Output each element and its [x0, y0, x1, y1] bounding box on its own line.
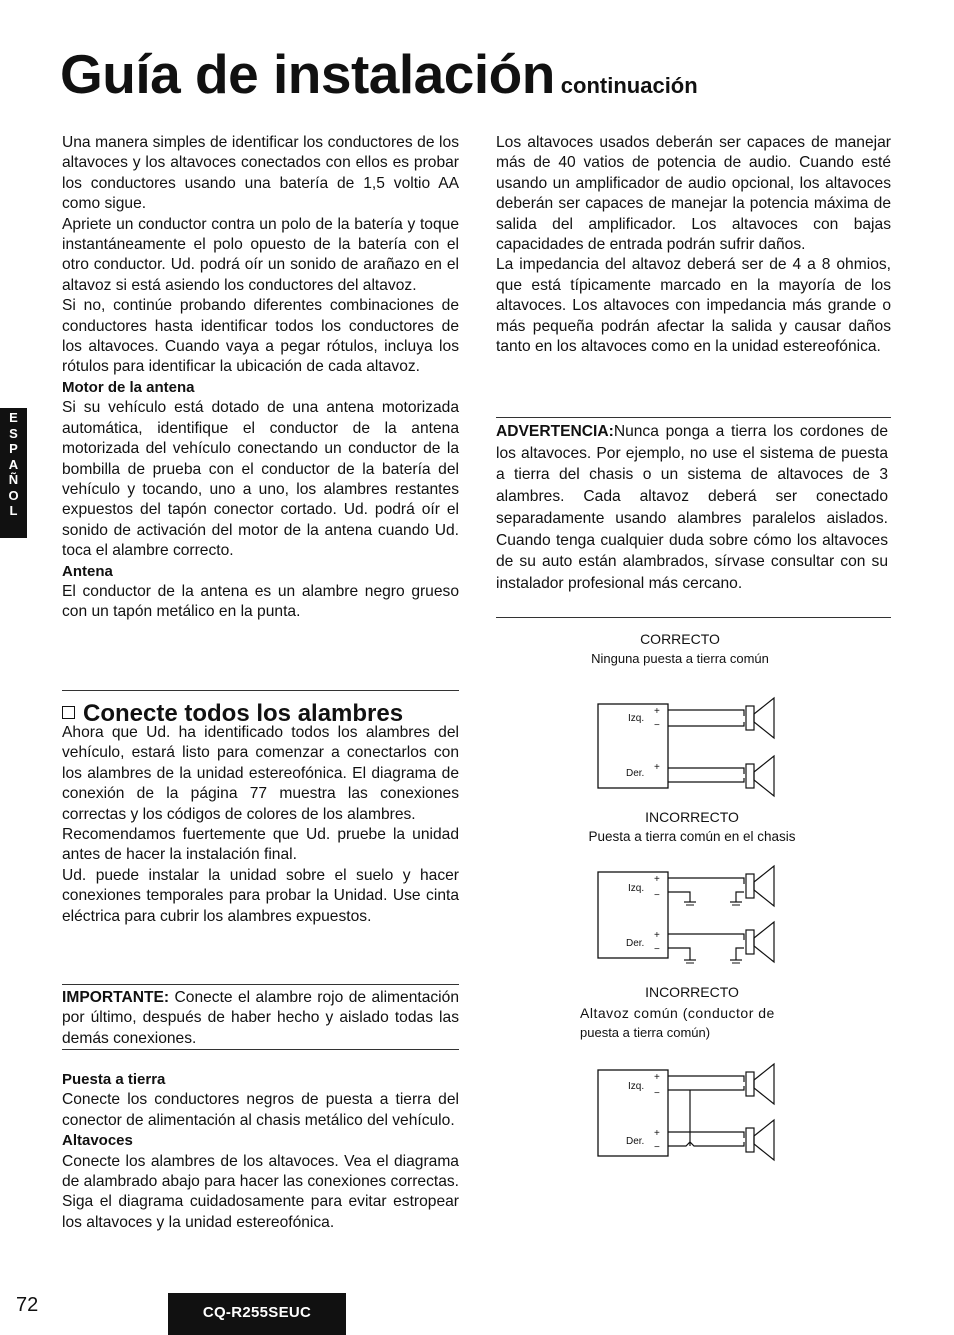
motor-paragraph: Si su vehículo está dotado de una antena motorizada automática, identifique el conductor de la antena motorizada del vehículo conectando un conductor de la bombilla de prueba con el conductor de la batería del vehículo y tocando, uno a uno, los alambres restantes expuestos del tapón conector cortado. Ud. podrá oír el sonido de activación del motor de la antena cuando Ud. toca el alambre correcto. — [62, 399, 459, 560]
divider — [62, 1049, 459, 1050]
left-label: Izq. — [628, 713, 645, 724]
section-heading-text: Conecte todos los alambres — [83, 700, 404, 727]
title-continuation: continuación — [560, 73, 698, 98]
warning-text: Nunca ponga a tierra los cordones de los altavoces. Por ejemplo, no use el sistema de puesta a tierra del chasis o un sistema de altavoces de 3 alambres. Cada altavoz deberá ser conectado separadamente usando alambres paralelos aislados. Cuando tenga cualquier duda sobre cómo los altavoces de su auto están alambrados, sírvase consultar con su instalador profesional más cercano. — [496, 423, 888, 592]
plus-sign: + — [654, 706, 660, 717]
right-label: Der. — [626, 1136, 645, 1147]
diagram-incorrect-common-subtitle — [580, 1004, 820, 1042]
left-column-bottom — [62, 1070, 459, 1233]
section-paragraph: Ahora que Ud. ha identificado todos los alambres del vehículo, estará listo para comenzar a conectarlos con los alambres de la unidad estereofónica. El diagrama de conexión de la página 77 muestra las conexiones correctas y los códigos de colores de los alambres. — [62, 724, 459, 823]
language-tab — [0, 408, 27, 538]
left-label: Izq. — [628, 1081, 645, 1092]
diagram-correct-caption — [560, 630, 800, 668]
speaker-icon — [746, 764, 754, 788]
diagram-incorrect-chassis-caption — [560, 808, 824, 846]
important-label: IMPORTANTE: — [62, 989, 170, 1006]
wiring-diagram-correct — [596, 690, 786, 810]
right-paragraph: Los altavoces usados deberán ser capaces de manejar más de 40 vatios de potencia de audio. Cuando esté usando un amplificador de audio opcional, los altavoces deberán ser capaces de manejar la potencia máxima de salida del amplificador. Los altavoces con bajas capacidades de entrada podrán sufrir daños. — [496, 134, 891, 254]
speaker-icon — [746, 1072, 754, 1096]
language-letter: A — [8, 456, 19, 472]
speakers-heading: Altavoces — [62, 1132, 133, 1150]
plus-sign: + — [654, 930, 660, 941]
title-main: Guía de instalación — [60, 43, 555, 105]
diagram-subtitle-line: Altavoz común (conductor de — [580, 1005, 775, 1021]
speaker-icon — [746, 706, 754, 730]
diagram-title: INCORRECTO — [645, 809, 739, 825]
language-letter: L — [9, 503, 18, 518]
diagram-title: INCORRECTO — [645, 984, 739, 1000]
left-label: Izq. — [628, 883, 645, 894]
section-paragraph: Recomendamos fuertemente que Ud. pruebe la unidad antes de hacer la instalación final. — [62, 826, 459, 864]
important-text: Conecte el alambre rojo de alimentación por último, después de haber hecho y aislado todas las demás conexiones. — [62, 989, 459, 1047]
intro-paragraph: Apriete un conductor contra un polo de la batería y toque instantáneamente el polo opuesto de la batería con el otro conductor. Ud. podrá oír un sonido de arañazo en el altavoz si está asiendo los conductores del altavoz. — [62, 215, 459, 294]
section-paragraph: Ud. puede instalar la unidad sobre el suelo y hacer conexiones temporales para probar la Unidad. Use cinta eléctrica para cubrir los alambres expuestos. — [62, 866, 459, 925]
minus-sign: − — [654, 890, 660, 901]
diagram-incorrect-common-caption — [560, 983, 824, 1002]
plus-sign: + — [654, 762, 660, 773]
language-letter: E — [9, 410, 18, 425]
language-letter: P — [9, 441, 18, 456]
divider — [496, 617, 891, 618]
left-column-top — [62, 133, 459, 623]
warning-note — [496, 421, 888, 595]
speaker-icon — [746, 1128, 754, 1152]
warning-label: ADVERTENCIA: — [496, 423, 614, 440]
right-label: Der. — [626, 938, 645, 949]
diagram-subtitle: Ninguna puesta a tierra común — [591, 651, 769, 666]
speakers-paragraph: Conecte los alambres de los altavoces. Vea el diagrama de alambrado abajo para hacer las conexiones correctas. Siga el diagrama cuidadosamente para evitar estropear los altavoces y la unidad estereofónica. — [62, 1152, 460, 1231]
speaker-icon — [746, 930, 754, 954]
diagram-subtitle: Puesta a tierra común en el chasis — [588, 829, 796, 844]
right-column-top — [496, 133, 891, 357]
wiring-diagram-common-speaker — [596, 1058, 786, 1178]
divider — [62, 690, 459, 691]
minus-sign: − — [654, 1142, 660, 1153]
speaker-icon — [746, 874, 754, 898]
minus-sign: − — [654, 720, 660, 731]
important-note — [62, 988, 459, 1049]
minus-sign: − — [654, 1088, 660, 1099]
ground-heading: Puesta a tierra — [62, 1071, 166, 1088]
model-badge: CQ-R255SEUC — [168, 1293, 346, 1335]
checkbox-icon — [62, 706, 75, 719]
divider — [62, 984, 459, 985]
wiring-diagram-chassis-ground — [596, 860, 786, 980]
diagram-subtitle-line: puesta a tierra común) — [580, 1025, 711, 1040]
plus-sign: + — [654, 874, 660, 885]
ground-paragraph: Conecte los conductores negros de puesta a tierra del conector de alimentación al chasis metálico del vehículo. — [62, 1091, 459, 1129]
antena-heading: Antena — [62, 562, 113, 580]
plus-sign: + — [654, 1072, 660, 1083]
left-column-section — [62, 723, 459, 927]
antena-paragraph: El conductor de la antena es un alambre negro grueso con un tapón metálico en la punta. — [62, 582, 459, 621]
plus-sign: + — [654, 1128, 660, 1139]
minus-sign: − — [654, 944, 660, 955]
language-letter: S — [9, 425, 18, 441]
motor-heading: Motor de la antena — [62, 378, 195, 396]
language-letter: Ñ — [8, 472, 19, 487]
diagram-title: CORRECTO — [640, 631, 720, 647]
right-label: Der. — [626, 768, 645, 779]
right-paragraph: La impedancia del altavoz deberá ser de 4 a 8 ohmios, que está típicamente marcado en la mayoría de los altavoces. Los altavoces con impedancia más grande o más pequeña podrán afectar la salida y causar daños tanto en los altavoces como en la unidad estereofónica. — [496, 256, 891, 356]
page-title — [60, 42, 698, 106]
page-number: 72 — [16, 1294, 39, 1316]
intro-paragraph: Si no, continúe probando diferentes combinaciones de conductores hasta identificar todos los conductores de los altavoces. Cuando vaya a pegar rótulos, incluya los rótulos para identificar la ubicación de cada altavoz. — [62, 297, 459, 376]
divider — [496, 417, 891, 418]
intro-paragraph: Una manera simples de identificar los conductores de los altavoces y los altavoces conectados con ellos es probar los conductores usando una batería de 1,5 voltio AA como sigue. — [62, 134, 459, 213]
language-letter: O — [8, 487, 19, 503]
